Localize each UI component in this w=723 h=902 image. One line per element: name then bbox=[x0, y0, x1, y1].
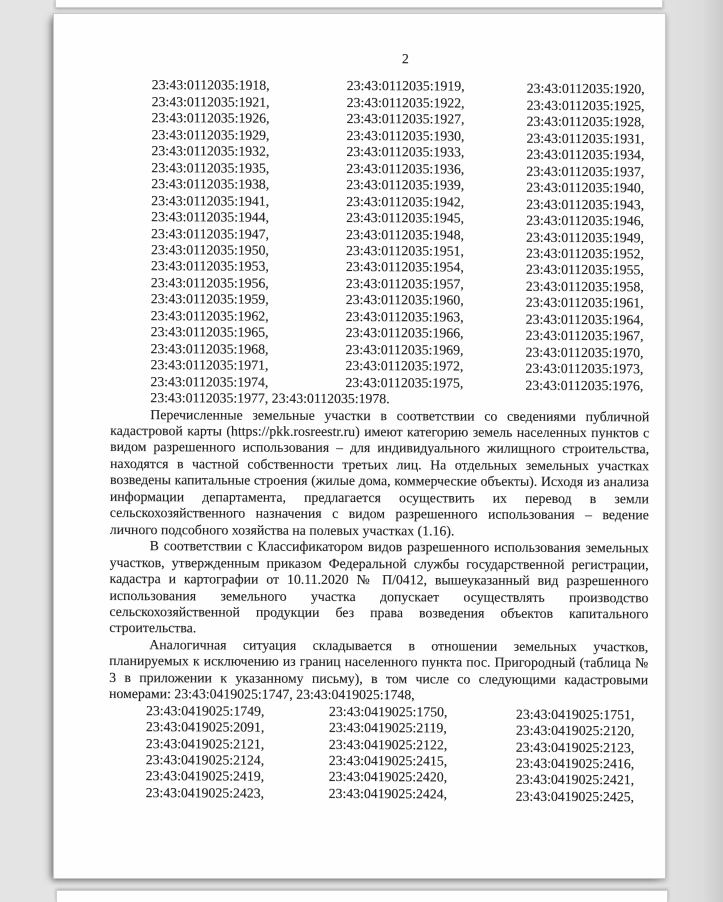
cadastral-number: 23:43:0419025:2421, bbox=[515, 772, 635, 788]
previous-page-fragment bbox=[55, 0, 663, 8]
cadastral-number: 23:43:0112035:1930, bbox=[346, 127, 465, 144]
cadastral-number: 23:43:0112035:1973, bbox=[525, 360, 644, 377]
cadastral-number: 23:43:0419025:2121, bbox=[145, 735, 265, 752]
cadastral-number: 23:43:0112035:1933, bbox=[346, 144, 465, 160]
cadastral-number: 23:43:0112035:1963, bbox=[345, 308, 464, 325]
cadastral-number: 23:43:0419025:2091, bbox=[145, 719, 265, 735]
cadastral-number: 23:43:0112035:1971, bbox=[150, 357, 269, 373]
cadastral-number: 23:43:0112035:1976, bbox=[525, 377, 644, 393]
cadastral-number-list-2 bbox=[146, 703, 648, 804]
cadastral-number: 23:43:0112035:1954, bbox=[345, 259, 464, 275]
cadastral-number: 23:43:0112035:1928, bbox=[526, 114, 645, 130]
page-content bbox=[50, 13, 665, 880]
cadastral-number: 23:43:0112035:1934, bbox=[526, 146, 645, 163]
cadastral-number: 23:43:0419025:2415, bbox=[328, 752, 448, 769]
cadastral-number: 23:43:0112035:1948, bbox=[346, 226, 464, 242]
cadastral-number: 23:43:0112035:1943, bbox=[526, 196, 645, 212]
cadastral-number: 23:43:0419025:2423, bbox=[145, 785, 265, 801]
cadastral-number: 23:43:0112035:1958, bbox=[525, 278, 644, 295]
next-page-fragment bbox=[56, 890, 668, 902]
cadastral-number: 23:43:0112035:1926, bbox=[151, 110, 270, 126]
cadastral-list-1-final-line: 23:43:0112035:1977, 23:43:0112035:1978. bbox=[150, 390, 390, 407]
cadastral-number: 23:43:0112035:1935, bbox=[151, 159, 270, 176]
paragraph-prigorodny-intro: Аналогичная ситуация складывается в отношении земельных участков, планируемых к исключению из границ населенного пункта пос. Пригородный (таблица № 3 в приложении к указанному письму), в том числе со следующими кадастровыми номерами: 23:43:0419025:1747, 23:43:0419025:1748, bbox=[108, 636, 649, 703]
cadastral-number: 23:43:0112035:1967, bbox=[525, 327, 644, 344]
cadastral-number: 23:43:0112035:1951, bbox=[345, 242, 464, 259]
cadastral-number: 23:43:0112035:1941, bbox=[151, 192, 270, 209]
cadastral-number: 23:43:0112035:1952, bbox=[525, 245, 644, 262]
cadastral-number: 23:43:0112035:1965, bbox=[150, 324, 269, 340]
cadastral-number: 23:43:0419025:1751, bbox=[515, 706, 635, 722]
cadastral-number: 23:43:0112035:1960, bbox=[345, 292, 464, 308]
cadastral-number: 23:43:0112035:1949, bbox=[525, 229, 644, 245]
cadastral-number: 23:43:0419025:2425, bbox=[515, 788, 635, 805]
cadastral-number: 23:43:0112035:1938, bbox=[151, 176, 270, 192]
cadastral-number: 23:43:0112035:1969, bbox=[345, 341, 464, 358]
cadastral-number: 23:43:0112035:1966, bbox=[345, 325, 464, 341]
cadastral-number: 23:43:0419025:2119, bbox=[328, 719, 447, 736]
cadastral-number: 23:43:0112035:1940, bbox=[526, 179, 645, 196]
cadastral-number: 23:43:0419025:1750, bbox=[328, 703, 448, 720]
scanned-page bbox=[53, 13, 666, 879]
cadastral-number: 23:43:0112035:1962, bbox=[150, 307, 269, 324]
cadastral-number: 23:43:0112035:1955, bbox=[525, 262, 644, 278]
paragraph-classifier-order: В соответствии с Классификатором видов разрешенного использования земельных участков, утвержденным приказом Федеральной службы государственной регистрации, кадастра и картографии от 10.11.2020 № П/0412, вышеуказанный вид разрешенного использования земельного участка допускает осуществлять производство сельскохозяйственной продукции без права возведения объектов капитального строительства. bbox=[109, 538, 649, 636]
cadastral-number: 23:43:0112035:1974, bbox=[150, 373, 269, 390]
cadastral-number: 23:43:0419025:2122, bbox=[328, 736, 448, 752]
cadastral-number: 23:43:0112035:1937, bbox=[526, 163, 645, 179]
cadastral-number: 23:43:0112035:1922, bbox=[346, 94, 465, 111]
cadastral-number: 23:43:0112035:1964, bbox=[525, 311, 644, 328]
cadastral-number: 23:43:0112035:1970, bbox=[525, 344, 644, 360]
cadastral-number: 23:43:0112035:1919, bbox=[346, 78, 465, 94]
cadastral-number: 23:43:0112035:1942, bbox=[346, 193, 465, 210]
cadastral-number: 23:43:0419025:2124, bbox=[145, 752, 265, 768]
cadastral-number: 23:43:0112035:1968, bbox=[150, 340, 269, 357]
cadastral-number: 23:43:0112035:1953, bbox=[150, 258, 269, 275]
cadastral-number: 23:43:0112035:1921, bbox=[151, 94, 270, 110]
cadastral-number: 23:43:0419025:2424, bbox=[328, 785, 448, 802]
cadastral-number: 23:43:0112035:1945, bbox=[346, 210, 465, 226]
cadastral-number: 23:43:0112035:1932, bbox=[151, 143, 270, 159]
cadastral-number: 23:43:0112035:1957, bbox=[345, 275, 464, 292]
cadastral-number: 23:43:0112035:1929, bbox=[151, 126, 270, 143]
cadastral-number: 23:43:0419025:2419, bbox=[145, 768, 265, 785]
cadastral-number: 23:43:0112035:1918, bbox=[151, 77, 270, 94]
cadastral-number: 23:43:0112035:1956, bbox=[150, 274, 269, 291]
cadastral-number: 23:43:0112035:1931, bbox=[526, 130, 645, 147]
cadastral-number: 23:43:0112035:1975, bbox=[345, 374, 464, 391]
cadastral-number: 23:43:0419025:2416, bbox=[515, 755, 635, 772]
cadastral-number: 23:43:0112035:1944, bbox=[151, 209, 270, 225]
cadastral-number: 23:43:0112035:1972, bbox=[345, 358, 464, 374]
cadastral-number: 23:43:0112035:1961, bbox=[525, 295, 644, 311]
cadastral-number: 23:43:0112035:1950, bbox=[150, 242, 269, 258]
cadastral-number: 23:43:0419025:2420, bbox=[328, 769, 448, 785]
cadastral-number: 23:43:0419025:1749, bbox=[145, 702, 265, 719]
cadastral-number: 23:43:0112035:1920, bbox=[526, 81, 645, 97]
cadastral-number: 23:43:0112035:1947, bbox=[151, 225, 269, 242]
cadastral-number-list-1 bbox=[150, 78, 650, 393]
cadastral-number: 23:43:0419025:2123, bbox=[515, 739, 635, 755]
cadastral-number: 23:43:0419025:2120, bbox=[515, 722, 635, 739]
cadastral-number: 23:43:0112035:1927, bbox=[346, 111, 465, 127]
cadastral-number: 23:43:0112035:1946, bbox=[526, 212, 645, 229]
cadastral-number: 23:43:0112035:1959, bbox=[150, 291, 269, 307]
paragraph-land-category: Перечисленные земельные участки в соответствии со сведениями публичной кадастровой карты (https://pkk.rosreestr.ru) имеют категорию земель населенных пунктов с видом разрешенного использования – для индивидуального жилищного строительства, находятся в частной собственности третьих лиц. На отдельных земельных участках возведены капитальные строения (жилые дома, коммерческие объекты). Исходя из анализа информации департамента, предлагается осуществить их перевод в земли сельскохозяйственного назначения с видом разрешенного использования – ведение личного подсобного хозяйства на полевых участках (1.16). bbox=[109, 406, 650, 539]
page-number: 2 bbox=[401, 51, 409, 67]
cadastral-number: 23:43:0112035:1939, bbox=[346, 177, 465, 193]
cadastral-number: 23:43:0112035:1925, bbox=[526, 97, 645, 114]
cadastral-number: 23:43:0112035:1936, bbox=[346, 160, 465, 177]
